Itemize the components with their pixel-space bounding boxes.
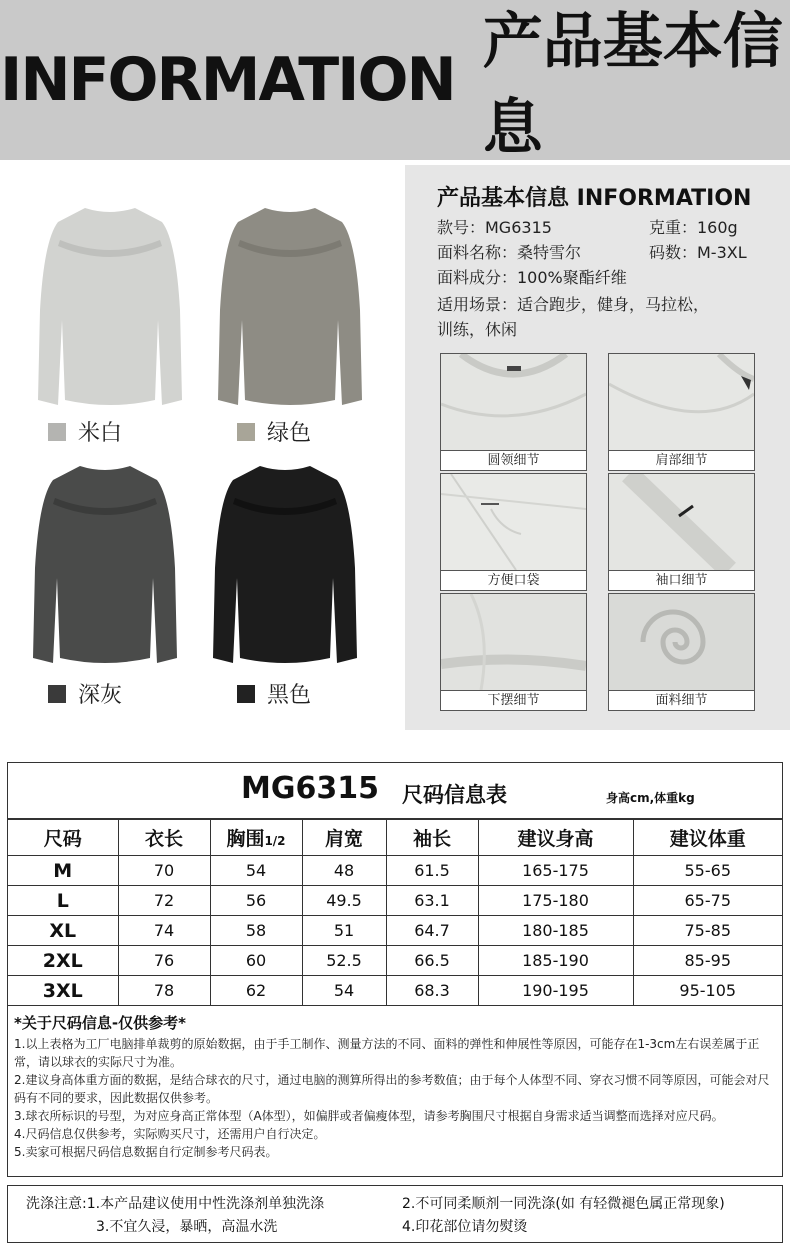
table-cell: 52.5 [302,946,386,976]
size-range: 码数：M-3XL [649,243,747,262]
shirt-icon [205,458,365,673]
table-cell: L [8,886,118,916]
table-row [8,856,782,886]
note-item: 2.建议身高体重方面的数据，是结合球衣的尺寸，通过电脑的测算所得出的参考数值；由于每个人体型不同、穿衣习惯不同等原因，可能会对尺码有不同的要求，因此数据仅供参考。 [14,1073,770,1105]
detail-fabric [608,593,755,711]
product-image-offwhite [30,200,190,415]
color-option-black[interactable] [237,678,311,709]
wash-line-1a: 洗涤注意:1.本产品建议使用中性洗涤剂单独洗涤 [26,1196,325,1212]
detail-caption: 圆领细节 [441,450,586,470]
table-cell: 62 [210,976,302,1006]
color-label: 绿色 [267,421,312,446]
table-cell: 68.3 [386,976,478,1006]
table-cell: 51 [302,916,386,946]
shoulder-detail-image [609,354,754,450]
table-cell: 190-195 [478,976,633,1006]
color-swatch [48,423,66,441]
table-cell: 58 [210,916,302,946]
column-header-text: 胸围1/2 [226,828,286,850]
color-swatch [237,423,255,441]
usage-line-2: 训练，休闲 [437,320,518,339]
collar-detail-image [441,354,586,450]
column-header: 袖长 [386,820,478,856]
column-header: 建议体重 [633,820,782,856]
shirt-icon [210,200,370,415]
usage-line-1: 适用场景：适合跑步，健身，马拉松， [437,295,710,314]
wash-instructions [7,1185,783,1243]
table-cell: 2XL [8,946,118,976]
table-cell: 180-185 [478,916,633,946]
note-item: 5.卖家可根据尺码信息数据自行定制参考尺码表。 [14,1145,278,1159]
size-chart-header [8,763,782,819]
table-cell: 75-85 [633,916,782,946]
table-cell: 85-95 [633,946,782,976]
size-chart [7,762,783,1177]
color-label: 米白 [78,421,123,446]
shirt-icon [25,458,185,673]
table-cell: 61.5 [386,856,478,886]
detail-caption: 袖口细节 [609,570,754,590]
table-cell: 60 [210,946,302,976]
detail-cuff [608,473,755,591]
table-cell: 175-180 [478,886,633,916]
wash-line-2a: 3.不宜久浸，暴晒，高温水洗 [96,1219,278,1235]
table-row [8,916,782,946]
table-cell: 95-105 [633,976,782,1006]
note-item: 1.以上表格为工厂电脑排单裁剪的原始数据，由于手工制作、测量方法的不同、面料的弹性和伸展性等原因，可能存在1-3cm左右误差属于正常，请以球衣的实际尺寸为准。 [14,1037,760,1069]
product-image-green [210,200,370,415]
table-row [8,886,782,916]
table-row [8,976,782,1006]
table-cell: 64.7 [386,916,478,946]
table-cell: 72 [118,886,210,916]
wash-line-2b: 4.印花部位请勿熨烫 [402,1219,528,1235]
table-cell: 54 [302,976,386,1006]
color-label: 深灰 [78,683,123,708]
wash-line-1b: 2.不可同柔顺剂一同洗涤(如 有轻微褪色属正常现象) [402,1196,725,1212]
column-header: 衣长 [118,820,210,856]
table-cell: 3XL [8,976,118,1006]
color-swatch [48,685,66,703]
note-item: 3.球衣所标识的号型，为对应身高正常体型（A体型），如偏胖或者偏瘦体型，请参考胸围尺寸根据自身需求适当调整而选择对应尺码。 [14,1109,724,1123]
info-title: 产品基本信息 INFORMATION [437,186,752,211]
color-option-darkgray[interactable] [48,678,122,709]
notes-title: *关于尺码信息-仅供参考* [14,1014,186,1032]
fabric-name: 面料名称：桑特雪尔 [437,243,582,262]
detail-pocket [440,473,587,591]
table-cell: 56 [210,886,302,916]
table-cell: 55-65 [633,856,782,886]
detail-caption: 面料细节 [609,690,754,710]
style-number: 款号：MG6315 [437,218,552,237]
table-cell: 63.1 [386,886,478,916]
info-panel [405,165,790,730]
size-chart-unit: 身高cm,体重kg [606,791,695,805]
hem-detail-image [441,594,586,690]
size-table [8,819,782,1006]
table-cell: 185-190 [478,946,633,976]
column-header: 尺码 [8,820,118,856]
column-header: 肩宽 [302,820,386,856]
fabric-detail-image [609,594,754,690]
table-cell: 66.5 [386,946,478,976]
table-cell: 70 [118,856,210,886]
product-image-darkgray [25,458,185,673]
table-row [8,946,782,976]
detail-shoulder [608,353,755,471]
banner-title-en: INFORMATION [0,45,455,115]
pocket-detail-image [441,474,586,570]
header-banner [0,0,790,163]
color-swatch [237,685,255,703]
column-header-fraction: 1/2 [264,834,286,848]
table-cell: 165-175 [478,856,633,886]
detail-caption: 方便口袋 [441,570,586,590]
size-chart-model: MG6315 [241,771,379,806]
size-chart-title: 尺码信息表 [402,783,507,807]
detail-collar [440,353,587,471]
cuff-detail-image [609,474,754,570]
table-cell: XL [8,916,118,946]
size-notes [8,1006,782,1161]
table-cell: 49.5 [302,886,386,916]
detail-caption: 下摆细节 [441,690,586,710]
detail-caption: 肩部细节 [609,450,754,470]
table-cell: 78 [118,976,210,1006]
product-image-black [205,458,365,673]
table-cell: 65-75 [633,886,782,916]
shirt-icon [30,200,190,415]
fabric-weight: 克重：160g [649,218,738,237]
column-header: 建议身高 [478,820,633,856]
table-cell: 74 [118,916,210,946]
table-cell: 54 [210,856,302,886]
table-cell: M [8,856,118,886]
column-header [210,820,302,856]
color-label: 黑色 [267,683,312,708]
note-item: 4.尺码信息仅供参考，实际购买尺寸，还需用户自行决定。 [14,1127,326,1141]
table-cell: 76 [118,946,210,976]
table-header-row [8,820,782,856]
table-cell: 48 [302,856,386,886]
detail-hem [440,593,587,711]
banner-title-cn: 产品基本信息 [482,7,783,163]
color-option-green[interactable] [237,416,311,447]
fabric-composition: 面料成分：100%聚酯纤维 [437,268,627,287]
color-option-offwhite[interactable] [48,416,122,447]
